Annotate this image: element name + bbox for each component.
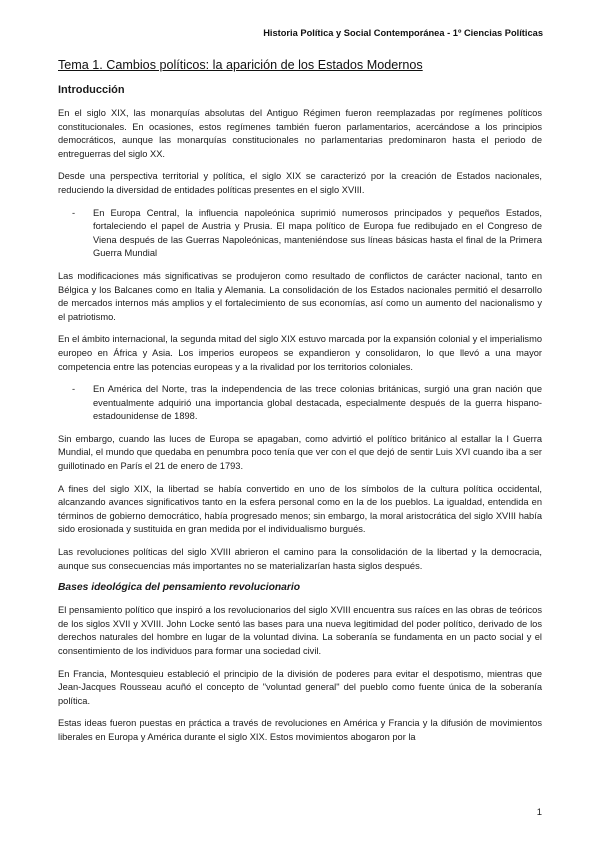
paragraph: A fines del siglo XIX, la libertad se había convertido en uno de los símbolos de la cultura política occidental, alcanzando avances significativos tanto en la esfera personal como en la de los pueblos. La igualdad, entendida en términos de gobierno democrático, había progresado menos; sin embargo, la moral aristocrática del siglo XVIII había sido erosionada y sustituida en gran medida por el individualismo burgués. xyxy=(58,483,542,535)
paragraph: En el siglo XIX, las monarquías absolutas del Antiguo Régimen fueron reemplazadas por regímenes políticos constitucionales. En ocasiones, estos regímenes también fueron parlamentarios, acercándose a los principios democráticos, aunque las monarquías constitucionales no parlamentarias predominaron hasta el periodo de entreguerras del siglo XX. xyxy=(58,108,542,159)
document-body xyxy=(58,84,542,754)
paragraph: Sin embargo, cuando las luces de Europa se apagaban, como advirtió el político británico al estallar la I Guerra Mundial, el mundo que quedaba en penumbra poco tenía que ver con el que dejó de sentir Luis XVI cuando iba a ser guillotinado en París el 21 de enero de 1793. xyxy=(58,433,542,472)
chapter-title: Tema 1. Cambios políticos: la aparición de los Estados Modernos xyxy=(58,58,423,72)
list-item: - En Europa Central, la influencia napoleónica suprimió numerosos principados y pequeños Estados, fortaleciendo el papel de Austria y Prusia. El mapa político de Europa fue redibujado en el Congreso de Viena después de las Guerras Napoleónicas, manteniéndose sus líneas básicas hasta el final de la Primera Guerra Mundial xyxy=(58,207,542,261)
paragraph: El pensamiento político que inspiró a los revolucionarios del siglo XVIII encuentra sus raíces en las obras de teóricos de los siglos XVII y XVIII. John Locke sentó las bases para una nueva legitimidad del poder político, derivado de los derechos naturales del hombre en lugar de la voluntad divina. La soberanía se fundamenta en un pacto social y el consentimiento de los individuos para formar una sociedad civil. xyxy=(58,605,542,656)
page-number: 1 xyxy=(536,807,542,818)
paragraph: Las revoluciones políticas del siglo XVIII abrieron el camino para la consolidación de la libertad y la democracia, aunque sus consecuencias más importantes no se materializarían hasta siglos después. xyxy=(58,547,542,571)
list-item: - En América del Norte, tras la independencia de las trece colonias británicas, surgió una gran nación que eventualmente adquirió una importancia global destacada, especialmente después de la guerra hispano-estadounidense de 1898. xyxy=(58,383,542,424)
paragraph: En el ámbito internacional, la segunda mitad del siglo XIX estuvo marcada por la expansión colonial y el imperialismo europeo en África y Asia. Los imperios europeos se expandieron y consolidaron, lo que llevó a una mayor competencia entre las potencias europeas y a la rivalidad por los territorios coloniales. xyxy=(58,334,542,372)
paragraph: En Francia, Montesquieu estableció el principio de la división de poderes para evitar el despotismo, mientras que Jean-Jacques Rousseau acuñó el concepto de "voluntad general" del pueblo como fuente única de la soberanía política. xyxy=(58,668,542,706)
bullet-list xyxy=(58,207,542,261)
paragraph: Estas ideas fueron puestas en práctica a través de revoluciones en América y Francia y la difusión de movimientos liberales en Europa y América durante el siglo XIX. Estos movimientos abogaron por la xyxy=(58,718,542,742)
section-heading-bases: Bases ideológica del pensamiento revolucionario xyxy=(58,582,301,594)
paragraph: Las modificaciones más significativas se produjeron como resultado de conflictos de carácter nacional, tanto en Bélgica y los Balcanes como en Italia y Alemania. La consolidación de los Estados nacionales permitió el desarrollo de mercados internos más amplios y el fortalecimiento de sus economías, así como un aumento del nacionalismo y el patriotismo. xyxy=(58,270,542,322)
section-heading-introduccion: Introducción xyxy=(58,84,125,96)
paragraph: Desde una perspectiva territorial y política, el siglo XIX se caracterizó por la creación de Estados nacionales, reduciendo la diversidad de entidades políticas presentes en el siglo XVIII. xyxy=(58,171,542,195)
bullet-list xyxy=(58,383,542,424)
running-header: Historia Política y Social Contemporánea - 1º Ciencias Políticas xyxy=(263,28,543,38)
